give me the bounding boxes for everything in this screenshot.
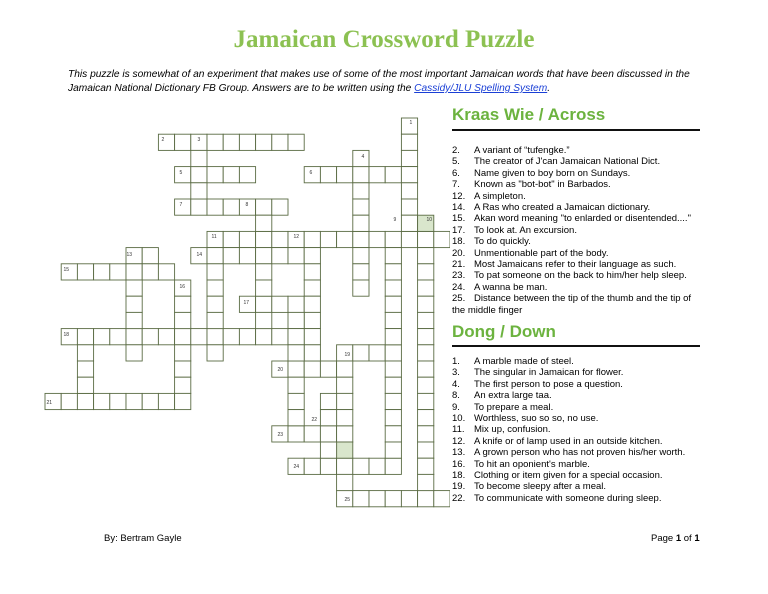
grid-cell[interactable] <box>385 231 401 247</box>
grid-clue-number: 9 <box>393 217 397 223</box>
grid-cell[interactable] <box>175 345 191 361</box>
grid-cell[interactable] <box>401 150 417 166</box>
grid-clue-number: 24 <box>293 464 300 470</box>
grid-cell[interactable] <box>418 280 434 296</box>
grid-cell[interactable] <box>320 393 336 409</box>
clue-text: The creator of J'can Jamaican National Dict. <box>474 156 661 168</box>
clue-number: 16. <box>452 458 466 470</box>
grid-cell[interactable] <box>369 491 385 507</box>
grid-cell[interactable] <box>191 150 207 166</box>
clue-text: A grown person who has not proven his/her worth. <box>474 447 686 459</box>
grid-cell[interactable] <box>223 248 239 264</box>
down-clue <box>452 390 704 401</box>
grid-cell[interactable] <box>434 491 450 507</box>
grid-cell[interactable] <box>385 312 401 328</box>
grid-cell[interactable] <box>337 377 353 393</box>
grid-cell[interactable] <box>418 264 434 280</box>
grid-cell[interactable] <box>320 167 336 183</box>
grid-cell[interactable] <box>418 491 434 507</box>
across-divider <box>452 129 700 131</box>
clue-number: 15. <box>452 213 466 225</box>
grid-clue-number: 3 <box>197 137 201 143</box>
grid-cell[interactable] <box>256 329 272 345</box>
grid-cell[interactable] <box>175 377 191 393</box>
down-clue <box>452 367 704 378</box>
down-clue <box>452 356 704 367</box>
clue-number: 18. <box>452 236 466 248</box>
clue-text: A simpleton. <box>474 190 526 202</box>
grid-cell[interactable] <box>320 442 336 458</box>
grid-cell[interactable] <box>353 491 369 507</box>
grid-cell[interactable] <box>353 231 369 247</box>
author-credit: By: Bertram Gayle <box>104 533 182 544</box>
page-title: Jamaican Crossword Puzzle <box>233 26 535 53</box>
clue-number: 9. <box>452 401 460 413</box>
clue-text: To prepare a meal. <box>474 401 554 413</box>
grid-clue-number: 16 <box>179 284 186 290</box>
clue-number: 13. <box>452 447 466 459</box>
clue-number: 25. <box>452 293 466 305</box>
grid-cell[interactable] <box>223 167 239 183</box>
grid-cell[interactable] <box>320 231 336 247</box>
grid-cell[interactable] <box>191 183 207 199</box>
grid-cell[interactable] <box>385 296 401 312</box>
grid-cell[interactable] <box>207 296 223 312</box>
grid-cell[interactable] <box>369 231 385 247</box>
clue-text: Most Jamaicans refer to their language as such. <box>474 259 677 271</box>
across-clue <box>452 179 704 190</box>
down-clue <box>452 402 704 413</box>
across-clue <box>452 248 704 259</box>
grid-cell[interactable] <box>353 280 369 296</box>
grid-clue-number: 12 <box>293 234 300 240</box>
grid-cell[interactable] <box>418 410 434 426</box>
clue-number: 2. <box>452 145 460 156</box>
grid-cell[interactable] <box>337 474 353 490</box>
grid-clue-number: 10 <box>426 217 433 223</box>
clue-text: Known as "bot-bot" in Barbados. <box>474 179 611 191</box>
grid-cell[interactable] <box>77 329 93 345</box>
grid-cell[interactable] <box>353 264 369 280</box>
grid-cell[interactable] <box>401 134 417 150</box>
grid-cell[interactable] <box>304 312 320 328</box>
across-clue <box>452 168 704 179</box>
down-clue <box>452 481 704 492</box>
clue-text: To pat someone on the back to him/her help sleep. <box>474 270 687 282</box>
down-clue <box>452 459 704 470</box>
grid-cell[interactable] <box>256 215 272 231</box>
across-clue <box>452 282 704 293</box>
grid-cell[interactable] <box>126 296 142 312</box>
grid-clue-number: 19 <box>344 352 351 358</box>
grid-cell[interactable] <box>385 264 401 280</box>
grid-cell[interactable] <box>239 248 255 264</box>
grid-cell[interactable] <box>353 458 369 474</box>
grid-cell[interactable] <box>337 167 353 183</box>
grid-clue-number: 13 <box>126 252 133 258</box>
down-clue-list <box>452 356 704 504</box>
grid-cell[interactable] <box>272 199 288 215</box>
grid-cell[interactable] <box>304 264 320 280</box>
grid-cell[interactable] <box>320 458 336 474</box>
grid-cell[interactable] <box>385 248 401 264</box>
grid-cell[interactable] <box>337 442 353 458</box>
grid-cell[interactable] <box>288 410 304 426</box>
grid-cell[interactable] <box>353 199 369 215</box>
grid-cell[interactable] <box>223 329 239 345</box>
grid-cell[interactable] <box>369 345 385 361</box>
page-number: Page 1 of 1 <box>651 533 700 544</box>
grid-cell[interactable] <box>77 393 93 409</box>
across-clue <box>452 156 704 167</box>
down-clue <box>452 413 704 424</box>
grid-cell[interactable] <box>239 134 255 150</box>
grid-cell[interactable] <box>418 361 434 377</box>
grid-cell[interactable] <box>207 264 223 280</box>
down-clue <box>452 436 704 447</box>
clue-number: 23. <box>452 270 466 282</box>
grid-cell[interactable] <box>223 199 239 215</box>
across-clue <box>452 191 704 202</box>
across-clue <box>452 202 704 213</box>
clue-text: Name given to boy born on Sundays. <box>474 167 631 179</box>
grid-cell[interactable] <box>304 426 320 442</box>
grid-cell[interactable] <box>207 312 223 328</box>
grid-cell[interactable] <box>320 361 336 377</box>
grid-cell[interactable] <box>418 296 434 312</box>
grid-cell[interactable] <box>418 248 434 264</box>
clue-text: Mix up, confusion. <box>474 424 551 436</box>
grid-cell[interactable] <box>110 393 126 409</box>
clue-text: To communicate with someone during sleep. <box>474 492 662 504</box>
grid-cell[interactable] <box>239 329 255 345</box>
grid-clue-number: 23 <box>277 432 284 438</box>
grid-clue-number: 2 <box>161 137 165 143</box>
grid-cell[interactable] <box>175 312 191 328</box>
grid-cell[interactable] <box>385 491 401 507</box>
clue-text: To become sleepy after a meal. <box>474 481 607 493</box>
across-clue <box>452 270 704 281</box>
clue-number: 21. <box>452 259 466 271</box>
clue-number: 20. <box>452 247 466 259</box>
grid-cell[interactable] <box>256 199 272 215</box>
grid-cell[interactable] <box>369 458 385 474</box>
grid-clue-number: 17 <box>243 300 250 306</box>
grid-cell[interactable] <box>353 345 369 361</box>
grid-cell[interactable] <box>239 231 255 247</box>
grid-cell[interactable] <box>288 361 304 377</box>
clue-number: 19. <box>452 481 466 493</box>
across-clue-list <box>452 145 704 316</box>
across-clue <box>452 259 704 270</box>
grid-cell[interactable] <box>256 248 272 264</box>
grid-cell[interactable] <box>94 393 110 409</box>
across-clue <box>452 145 704 156</box>
grid-cell[interactable] <box>385 329 401 345</box>
grid-cell[interactable] <box>207 280 223 296</box>
grid-cell[interactable] <box>337 458 353 474</box>
grid-cell[interactable] <box>288 248 304 264</box>
grid-cell[interactable] <box>272 134 288 150</box>
clue-text: Distance between the tip of the thumb and the tip of the middle finger <box>452 293 692 316</box>
grid-cell[interactable] <box>207 134 223 150</box>
clue-text: The singular in Jamaican for flower. <box>474 367 624 379</box>
grid-cell[interactable] <box>223 231 239 247</box>
grid-cell[interactable] <box>158 329 174 345</box>
grid-cell[interactable] <box>256 134 272 150</box>
grid-cell[interactable] <box>256 264 272 280</box>
grid-cell[interactable] <box>175 134 191 150</box>
grid-cell[interactable] <box>353 183 369 199</box>
clue-text: To look at. An excursion. <box>474 224 577 236</box>
grid-cell[interactable] <box>126 312 142 328</box>
grid-clue-number: 15 <box>63 267 70 273</box>
grid-clue-number: 21 <box>46 400 53 406</box>
grid-cell[interactable] <box>434 231 450 247</box>
grid-cell[interactable] <box>418 458 434 474</box>
clue-text: To do quickly. <box>474 236 531 248</box>
clue-text: A knife or of lamp used in an outside kitchen. <box>474 435 663 447</box>
grid-cell[interactable] <box>110 329 126 345</box>
grid-cell[interactable] <box>418 442 434 458</box>
grid-cell[interactable] <box>191 199 207 215</box>
grid-cell[interactable] <box>256 312 272 328</box>
grid-cell[interactable] <box>385 167 401 183</box>
grid-cell[interactable] <box>320 426 336 442</box>
clue-number: 14. <box>452 202 466 214</box>
clue-number: 8. <box>452 390 460 402</box>
grid-cell[interactable] <box>288 393 304 409</box>
clue-text: Worthless, suo so so, no use. <box>474 413 599 425</box>
grid-cell[interactable] <box>256 296 272 312</box>
clue-text: An extra large taa. <box>474 390 552 402</box>
grid-clue-number: 20 <box>277 367 284 373</box>
clue-text: A wanna be man. <box>474 281 548 293</box>
grid-cell[interactable] <box>126 280 142 296</box>
clue-text: The first person to pose a question. <box>474 378 623 390</box>
grid-cell[interactable] <box>272 296 288 312</box>
down-divider <box>452 345 700 347</box>
grid-cell[interactable] <box>77 345 93 361</box>
grid-cell[interactable] <box>288 312 304 328</box>
grid-cell[interactable] <box>401 183 417 199</box>
grid-cell[interactable] <box>418 426 434 442</box>
grid-cell[interactable] <box>385 410 401 426</box>
grid-cell[interactable] <box>175 393 191 409</box>
down-clue <box>452 424 704 435</box>
grid-cell[interactable] <box>175 296 191 312</box>
grid-cell[interactable] <box>369 167 385 183</box>
grid-cell[interactable] <box>126 329 142 345</box>
grid-cell[interactable] <box>353 248 369 264</box>
grid-cell[interactable] <box>207 199 223 215</box>
grid-clue-number: 7 <box>179 202 183 208</box>
grid-cell[interactable] <box>158 393 174 409</box>
grid-cell[interactable] <box>207 248 223 264</box>
grid-cell[interactable] <box>337 393 353 409</box>
grid-cell[interactable] <box>418 312 434 328</box>
grid-cell[interactable] <box>207 329 223 345</box>
grid-clue-number: 22 <box>311 417 318 423</box>
grid-cell[interactable] <box>353 167 369 183</box>
grid-cell[interactable] <box>337 426 353 442</box>
spelling-system-link[interactable]: Cassidy/JLU Spelling System <box>414 83 548 94</box>
grid-clue-number: 4 <box>361 154 365 160</box>
clue-number: 18. <box>452 470 466 482</box>
grid-cell[interactable] <box>385 442 401 458</box>
grid-cell[interactable] <box>288 426 304 442</box>
grid-cell[interactable] <box>418 329 434 345</box>
grid-cell[interactable] <box>142 248 158 264</box>
clue-number: 7. <box>452 179 460 191</box>
grid-cell[interactable] <box>239 167 255 183</box>
grid-cell[interactable] <box>77 361 93 377</box>
grid-cell[interactable] <box>418 474 434 490</box>
grid-cell[interactable] <box>126 264 142 280</box>
clue-number: 22. <box>452 492 466 504</box>
across-heading: Kraas Wie / Across <box>452 105 606 124</box>
grid-cell[interactable] <box>77 377 93 393</box>
grid-cell[interactable] <box>191 329 207 345</box>
across-clue <box>452 236 704 247</box>
grid-cell[interactable] <box>94 329 110 345</box>
grid-clue-number: 5 <box>179 170 183 176</box>
clue-text: A variant of “tufengke.” <box>474 145 570 156</box>
clue-text: To hit an oponient's marble. <box>474 458 590 470</box>
grid-cell[interactable] <box>272 231 288 247</box>
grid-clue-number: 18 <box>63 332 70 338</box>
clue-text: Unmentionable part of the body. <box>474 247 609 259</box>
grid-cell[interactable] <box>304 345 320 361</box>
clue-text: Akan word meaning "to enlarded or disentended...." <box>474 213 691 225</box>
grid-cell[interactable] <box>61 393 77 409</box>
grid-cell[interactable] <box>77 264 93 280</box>
clue-number: 5. <box>452 156 460 168</box>
grid-cell[interactable] <box>304 296 320 312</box>
clue-number: 1. <box>452 356 460 367</box>
grid-cell[interactable] <box>401 199 417 215</box>
clue-number: 6. <box>452 167 460 179</box>
grid-cell[interactable] <box>142 393 158 409</box>
grid-cell[interactable] <box>385 393 401 409</box>
clue-number: 4. <box>452 378 460 390</box>
grid-cell[interactable] <box>385 377 401 393</box>
grid-cell[interactable] <box>385 345 401 361</box>
grid-cell[interactable] <box>288 296 304 312</box>
grid-cell[interactable] <box>304 248 320 264</box>
clue-number: 11. <box>452 424 465 436</box>
grid-cell[interactable] <box>126 345 142 361</box>
grid-cell[interactable] <box>142 264 158 280</box>
grid-cell[interactable] <box>207 345 223 361</box>
grid-clue-number: 8 <box>245 202 249 208</box>
grid-cell[interactable] <box>126 393 142 409</box>
intro-paragraph: This puzzle is somewhat of an experiment that makes use of some of the most important Jamaican words that have been discussed in the Jamaican National Dictionary FB Group. Answers are to be written using the Cassidy/JLU Spelling System. <box>68 69 690 94</box>
clue-number: 24. <box>452 281 466 293</box>
grid-cell[interactable] <box>223 134 239 150</box>
grid-cell[interactable] <box>142 329 158 345</box>
across-clue <box>452 293 704 316</box>
grid-cell[interactable] <box>304 458 320 474</box>
across-clue <box>452 213 704 224</box>
grid-cell[interactable] <box>337 410 353 426</box>
grid-cell[interactable] <box>304 329 320 345</box>
grid-cell[interactable] <box>304 361 320 377</box>
grid-clue-number: 6 <box>309 170 313 176</box>
grid-cell[interactable] <box>401 231 417 247</box>
grid-cell[interactable] <box>304 280 320 296</box>
clue-text: Clothing or item given for a special occasion. <box>474 470 663 482</box>
clue-number: 17. <box>452 224 466 236</box>
grid-cell[interactable] <box>385 280 401 296</box>
grid-cell[interactable] <box>385 458 401 474</box>
grid-cell[interactable] <box>418 393 434 409</box>
clue-number: 3. <box>452 367 460 379</box>
grid-cell[interactable] <box>158 264 174 280</box>
grid-cell[interactable] <box>353 215 369 231</box>
grid-cell[interactable] <box>385 361 401 377</box>
grid-cell[interactable] <box>191 167 207 183</box>
grid-cell[interactable] <box>418 345 434 361</box>
down-clue <box>452 470 704 481</box>
grid-clue-number: 14 <box>196 252 203 258</box>
grid-cell[interactable] <box>94 264 110 280</box>
down-clue <box>452 379 704 390</box>
clue-text: A Ras who created a Jamaican dictionary. <box>474 202 651 214</box>
grid-cell[interactable] <box>175 329 191 345</box>
grid-cell[interactable] <box>337 361 353 377</box>
grid-cell[interactable] <box>401 491 417 507</box>
grid-clue-number: 25 <box>344 497 351 503</box>
clue-number: 12. <box>452 435 466 447</box>
grid-cell[interactable] <box>272 248 288 264</box>
clue-number: 12. <box>452 190 466 202</box>
grid-cell[interactable] <box>304 231 320 247</box>
grid-cell[interactable] <box>288 134 304 150</box>
down-clue <box>452 493 704 504</box>
grid-cell[interactable] <box>288 329 304 345</box>
down-clue <box>452 447 704 458</box>
grid-cell[interactable] <box>401 215 417 231</box>
grid-cell[interactable] <box>418 377 434 393</box>
grid-cell[interactable] <box>288 345 304 361</box>
grid-cell[interactable] <box>418 231 434 247</box>
grid-clue-number: 1 <box>409 120 413 126</box>
grid-cell[interactable] <box>288 377 304 393</box>
grid-cell[interactable] <box>175 361 191 377</box>
grid-cell[interactable] <box>385 426 401 442</box>
grid-cell[interactable] <box>304 167 320 183</box>
grid-cell[interactable] <box>175 167 191 183</box>
grid-cell[interactable] <box>272 329 288 345</box>
across-clue <box>452 225 704 236</box>
clue-number: 10. <box>452 413 466 425</box>
grid-cell[interactable] <box>110 264 126 280</box>
grid-cell[interactable] <box>175 199 191 215</box>
clue-text: A marble made of steel. <box>474 356 574 367</box>
grid-cell[interactable] <box>401 167 417 183</box>
down-heading: Dong / Down <box>452 322 556 341</box>
grid-cell[interactable] <box>337 231 353 247</box>
grid-cell[interactable] <box>207 167 223 183</box>
grid-cell[interactable] <box>256 231 272 247</box>
grid-cell[interactable] <box>256 280 272 296</box>
grid-cell[interactable] <box>320 410 336 426</box>
grid-clue-number: 11 <box>211 234 217 240</box>
